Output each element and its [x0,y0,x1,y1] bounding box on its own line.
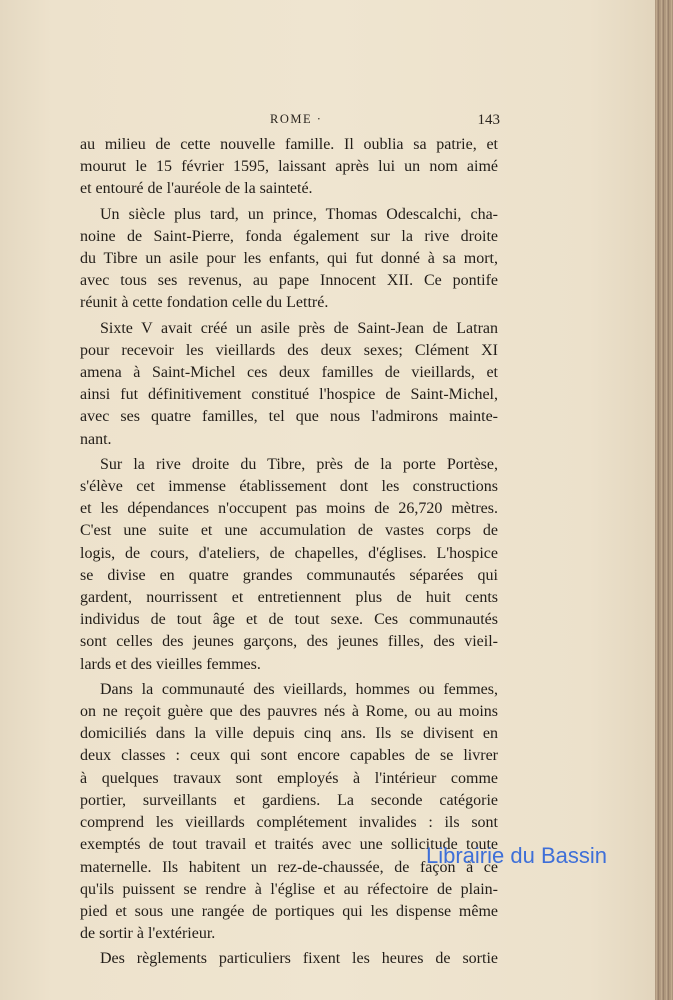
text-line: deux classes : ceux qui sont encore capables de se livrer [80,747,498,765]
text-line: logis, de cours, d'ateliers, de chapelles, d'églises. L'hospice [80,544,498,562]
text-line: individus de tout âge et de tout sexe. Ces communautés [80,611,498,629]
text-line: sont celles des jeunes garçons, des jeunes filles, des vieil- [80,633,498,651]
text-line: à quelques travaux sont employés à l'intérieur comme [80,769,498,787]
text-line: maternelle. Ils habitent un rez-de-chaussée, de façon à ce [80,858,498,876]
text-line: nant. [80,430,112,448]
text-line: gardent, nourrissent et entretiennent plus de huit cents [80,589,498,607]
paragraph [80,679,498,945]
text-line: au milieu de cette nouvelle famille. Il oublia sa patrie, et [80,136,498,153]
text-line: Des règlements particuliers fixent les heures de sortie [100,950,498,968]
running-title: ROME · [270,112,323,126]
paragraph [80,134,498,201]
text-line: se divise en quatre grandes communautés séparées qui [80,566,498,584]
paragraph [80,948,498,970]
text-line: et entouré de l'auréole de la sainteté. [80,180,313,198]
text-line: on ne reçoit guère que des pauvres nés à Rome, ou au moins [80,703,498,721]
text-line: comprend les vieillards complétement invalides : ils sont [80,814,498,832]
text-line: amena à Saint-Michel ces deux familles de vieillards, et [80,364,498,382]
text-line: et les dépendances n'occupent pas moins de 26,720 mètres. [80,500,498,518]
text-line: Dans la communauté des vieillards, hommes ou femmes, [100,680,498,698]
text-line: Sur la rive droite du Tibre, près de la porte Portèse, [100,455,498,473]
text-line: s'élève cet immense établissement dont les constructions [80,478,498,496]
text-line: Sixte V avait créé un asile près de Saint-Jean de Latran [100,319,498,337]
text-line: exemptés de tout travail et traités avec une sollicitude toute [80,836,498,854]
text-line: de sortir à l'extérieur. [80,925,216,943]
text-line: domiciliés dans la ville depuis cinq ans. Ils se divisent en [80,725,498,743]
text-line: C'est une suite et une accumulation de vastes corps de [80,522,498,540]
text-line: du Tibre un asile pour les enfants, qui fut donné à sa mort, [80,250,498,268]
page-header [70,112,500,132]
text-line: qu'ils puissent se rendre à l'église et au réfectoire de plain- [80,880,498,898]
text-line: avec ses quatre familles, tel que nous l'admirons mainte- [80,408,498,426]
text-line: mourut le 15 février 1595, laissant après lui un nom aimé [80,158,498,176]
page-number: 143 [477,112,500,128]
text-line: Un siècle plus tard, un prince, Thomas Odescalchi, cha- [100,205,498,223]
paragraph [80,204,498,315]
paragraph [80,454,498,676]
text-line: portier, surveillants et gardiens. La seconde catégorie [80,791,498,809]
text-line: lards et des vieilles femmes. [80,655,261,673]
text-line: ainsi fut définitivement constitué l'hospice de Saint-Michel, [80,386,498,404]
text-line: noine de Saint-Pierre, fonda également sur la rive droite [80,227,498,245]
text-line: réunit à cette fondation celle du Lettré. [80,294,329,312]
text-line: pied et sous une rangée de portiques qui les dispense même [80,902,498,920]
bookseller-watermark: Librairie du Bassin [426,843,607,868]
page-edge [655,0,673,1000]
text-line: pour recevoir les vieillards des deux sexes; Clément XI [80,341,498,359]
text-line: avec tous ses revenus, au pape Innocent XII. Ce pontife [80,272,498,290]
paragraph [80,318,498,451]
